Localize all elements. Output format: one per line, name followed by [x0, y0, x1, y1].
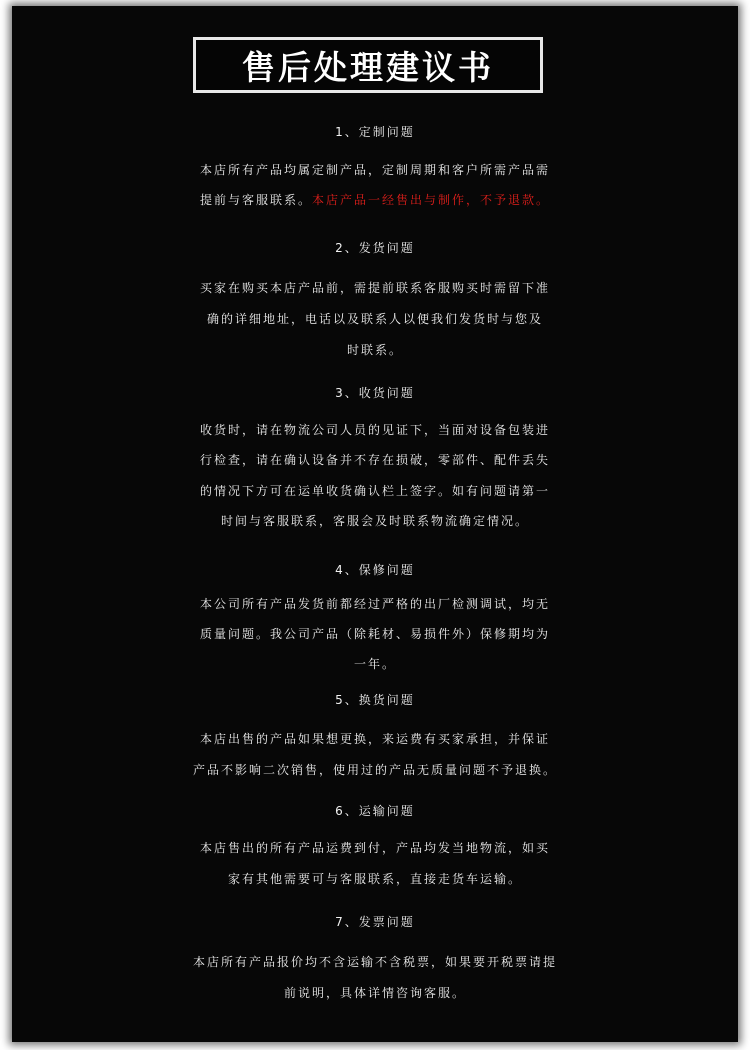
section-6-heading: 6、运输问题: [335, 804, 415, 818]
section-1-heading: 1、定制问题: [335, 125, 415, 139]
section-3-line-4: 时间与客服联系，客服会及时联系物流确定情况。: [220, 514, 529, 528]
title-box: [193, 37, 543, 93]
section-6-line-2: 家有其他需要可与客服联系，直接走货车运输。: [227, 872, 522, 886]
section-1-line-1: 本店所有产品均属定制产品，定制周期和客户所需产品需: [199, 163, 550, 177]
section-7-line-2: 前说明，具体详情咨询客服。: [283, 986, 466, 1000]
section-7-heading: 7、发票问题: [335, 915, 415, 929]
section-3-line-1: 收货时，请在物流公司人员的见证下，当面对设备包装进: [199, 423, 550, 437]
section-2-line-2: 确的详细地址，电话以及联系人以便我们发货时与您及: [206, 312, 543, 326]
section-2-line-3: 时联系。: [346, 343, 403, 357]
section-4-line-1: 本公司所有产品发货前都经过严格的出厂检测调试，均无: [199, 597, 550, 611]
no-refund-warning: 本店产品一经售出与制作，不予退款。: [312, 193, 551, 207]
section-1-line-2-normal: 提前与客服联系。: [199, 193, 312, 207]
section-5-heading: 5、换货问题: [335, 693, 415, 707]
section-5-line-1: 本店出售的产品如果想更换，来运费有买家承担，并保证: [199, 732, 550, 746]
section-2-line-1: 买家在购买本店产品前，需提前联系客服购买时需留下准: [199, 281, 550, 295]
section-3-line-3: 的情况下方可在运单收货确认栏上签字。如有问题请第一: [199, 484, 550, 498]
page-title: 售后处理建议书: [242, 47, 494, 87]
section-1-line-2: [12, 186, 738, 214]
section-3-heading: 3、收货问题: [335, 386, 415, 400]
section-7-line-1: 本店所有产品报价均不含运输不含税票，如果要开税票请提: [192, 955, 557, 969]
section-2-heading: 2、发货问题: [335, 241, 415, 255]
section-5-line-2: 产品不影响二次销售，使用过的产品无质量问题不予退换。: [192, 763, 557, 777]
section-4-line-2: 质量问题。我公司产品（除耗材、易损件外）保修期均为: [199, 627, 550, 641]
section-3-line-2: 行检查，请在确认设备并不存在损破，零部件、配件丢失: [199, 453, 550, 467]
section-6-line-1: 本店售出的所有产品运费到付，产品均发当地物流，如买: [199, 841, 550, 855]
section-4-line-3: 一年。: [353, 657, 396, 671]
section-4-heading: 4、保修问题: [335, 563, 415, 577]
